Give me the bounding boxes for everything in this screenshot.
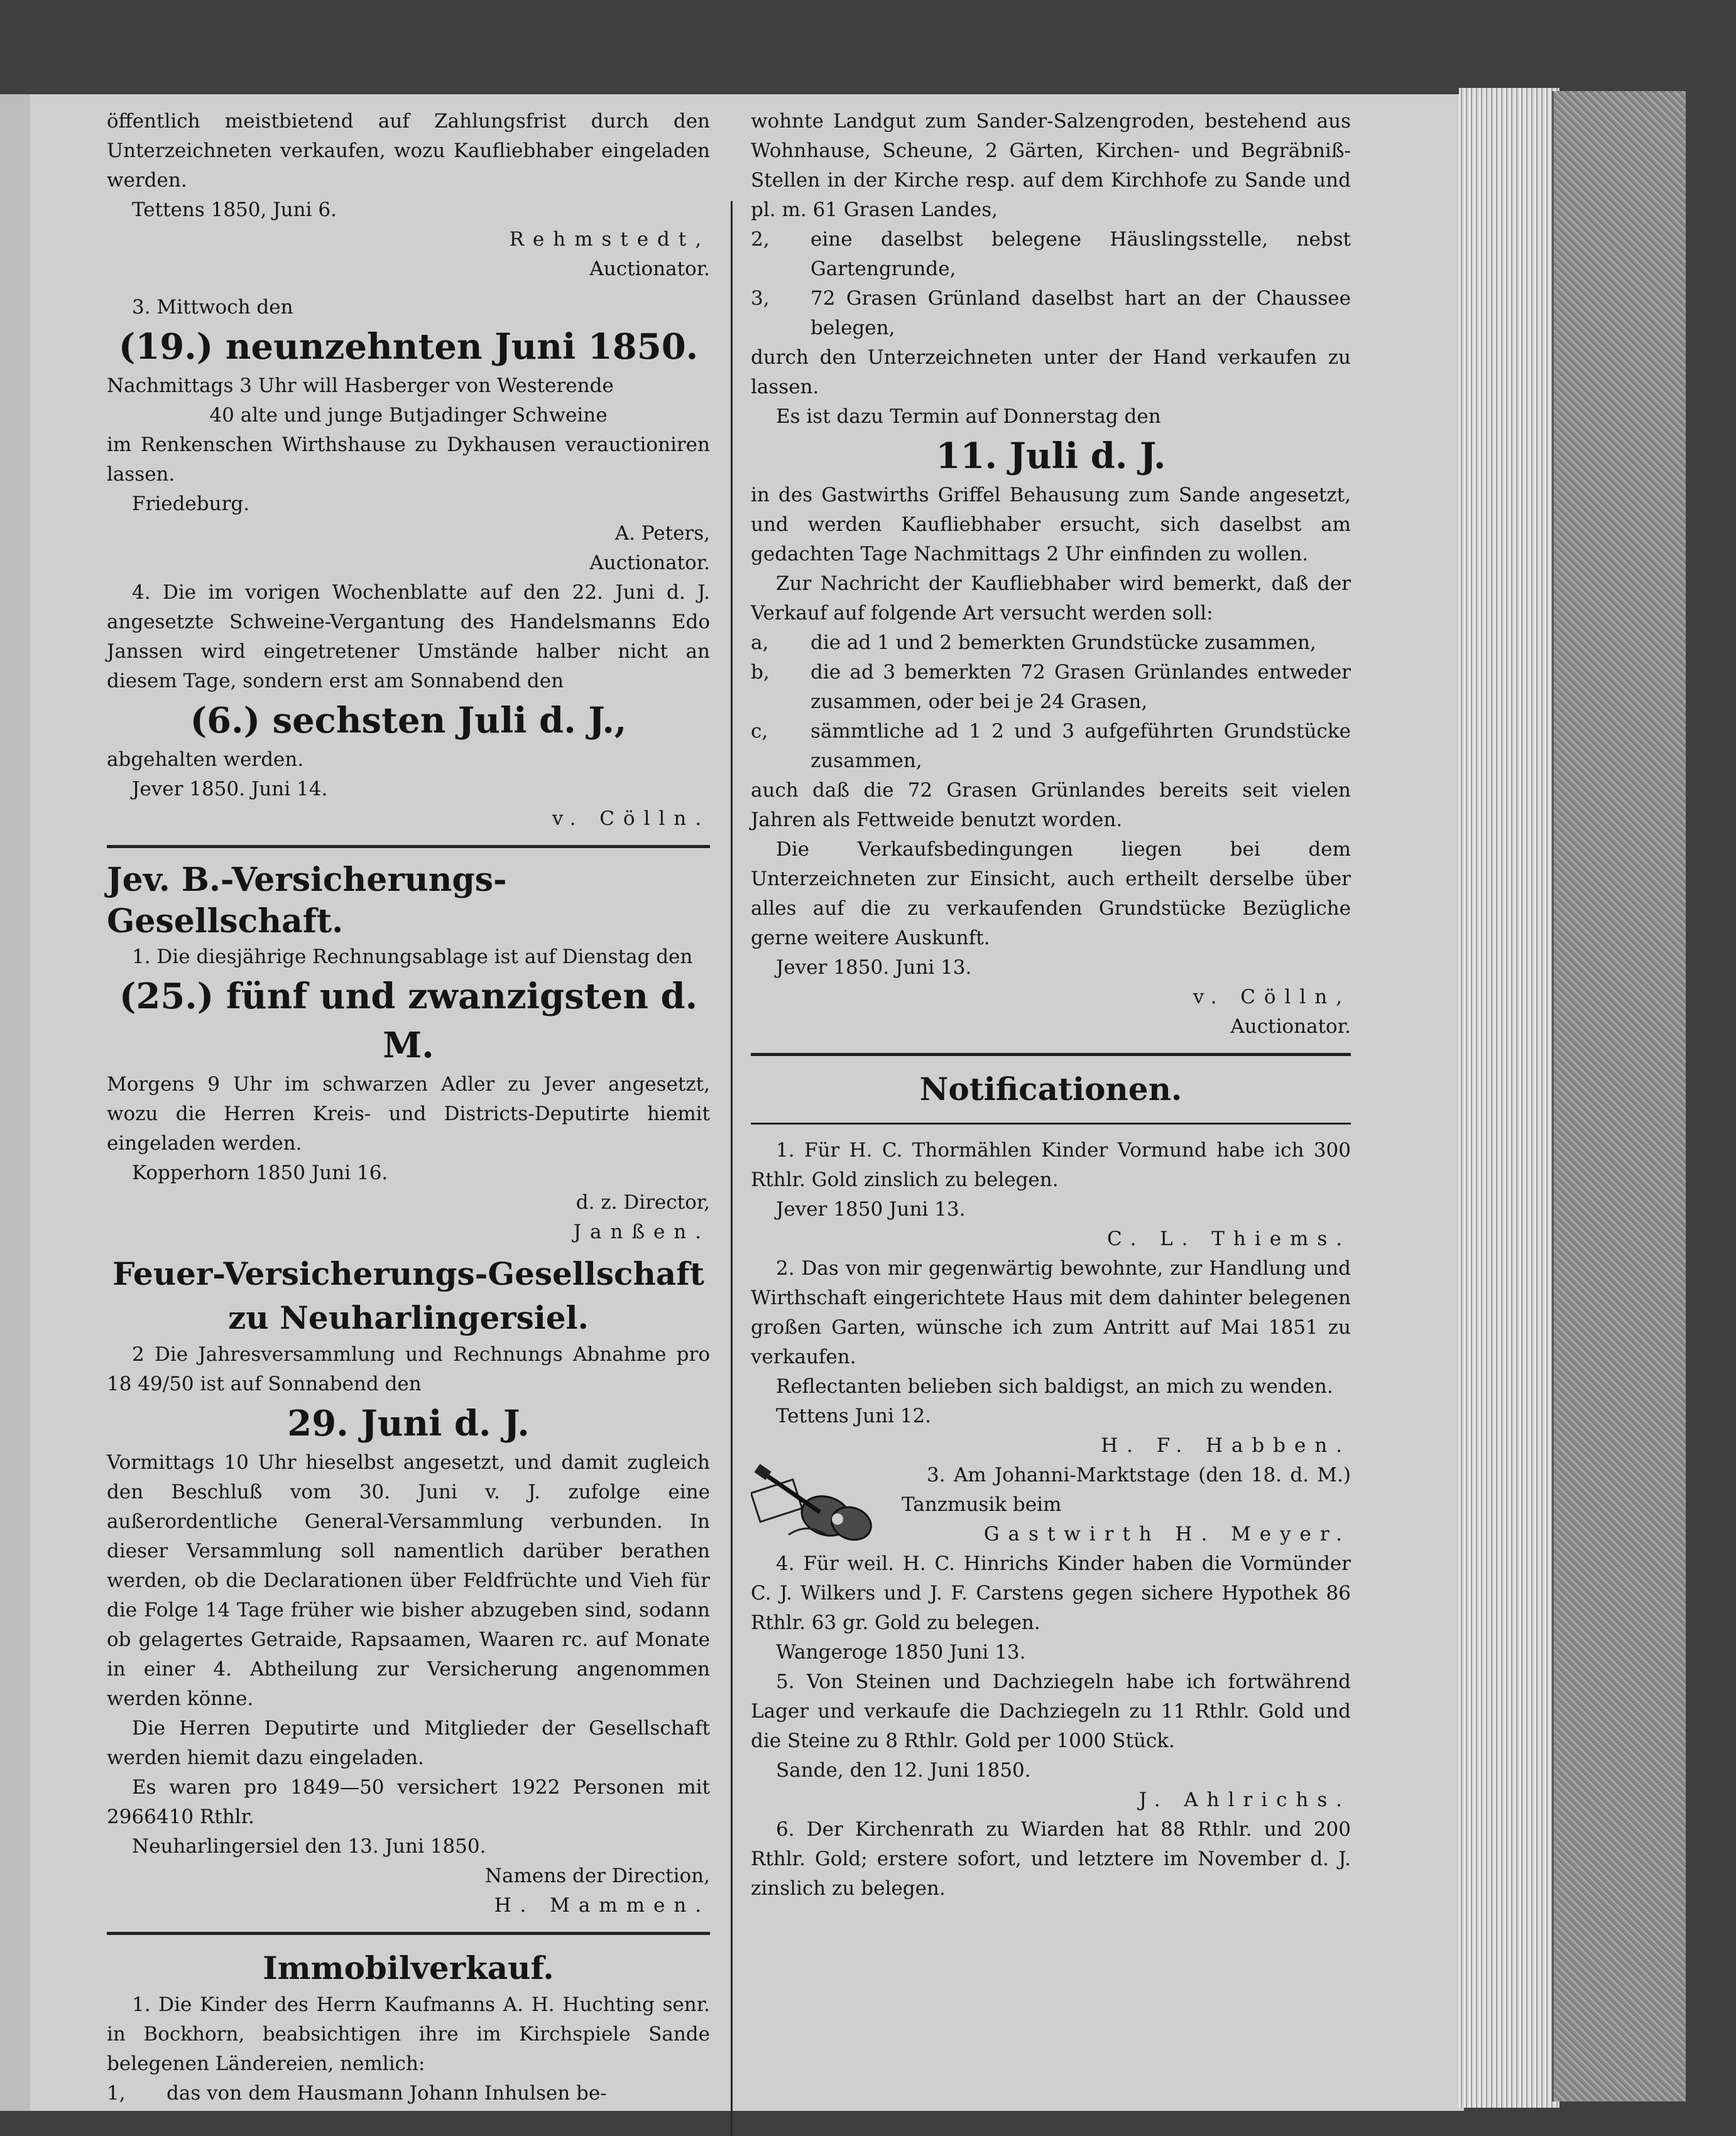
list-text: 72 Grasen Grünland daselbst hart an der Chaussee belegen, — [811, 287, 1351, 339]
section-text-5: Zur Nachricht der Kaufliebhaber wird bemerkt, daß der Verkauf auf folgende Art versucht werden soll: — [751, 572, 1351, 624]
left-column — [107, 107, 710, 2108]
dateline: Tettens Juni 12. — [776, 1405, 932, 1427]
signature-role: Auctionator. — [589, 552, 710, 574]
list-label: 1, — [107, 2082, 126, 2105]
right-column — [751, 107, 1351, 1904]
dateline: Tettens 1850, Juni 6. — [132, 199, 337, 221]
section-text: 2 Die Jahresversammlung und Rechnungs Abnahme pro 18 49/50 ist auf Sonnabend den — [107, 1343, 710, 1395]
list-item — [751, 225, 1351, 284]
signature-role: Namens der Direction, — [484, 1865, 710, 1887]
signature: H. Mammen. — [494, 1894, 710, 1917]
list-item — [751, 628, 1351, 658]
guitar-ornament-icon — [751, 1461, 895, 1549]
list-text: sämmtliche ad 1 2 und 3 aufgeführten Grundstücke zusammen, — [811, 720, 1351, 772]
list-label: a, — [751, 631, 769, 654]
section-text-3: Die Herren Deputirte und Mitglieder der Gesellschaft werden hiemit dazu eingeladen. — [107, 1717, 710, 1769]
dateline: Wangeroge 1850 Juni 13. — [776, 1641, 1026, 1664]
signature: A. Peters, — [614, 522, 710, 545]
signature: Gastwirth H. Meyer. — [983, 1523, 1351, 1545]
notice-text-2: Reflectanten belieben sich baldigst, an mich zu wenden. — [776, 1375, 1333, 1398]
notice-text: 6. Der Kirchenrath zu Wiarden hat 88 Rthlr. und 200 Rthlr. Gold; erstere sofort, und letztere im November d. J. zinslich zu belegen. — [751, 1818, 1351, 1900]
section-date: (25.) fünf und zwanzigsten d. M. — [119, 976, 698, 1066]
section-heading: Immobilverkauf. — [263, 1949, 554, 1986]
book-cover — [1552, 91, 1686, 2101]
notice-3-intro: 3. Mittwoch den — [132, 296, 293, 319]
list-text: das von dem Hausmann Johann Inhulsen be- — [167, 2082, 607, 2105]
signature: v. Cölln, — [1193, 986, 1351, 1008]
section-text-2: Vormittags 10 Uhr hieselbst angesetzt, und damit zugleich den Beschluß vom 30. Juni v. J. zufolge eine außerordentliche General-Versammlung verbunden. In dieser Versammlung soll namentlich darüber berathen werden, ob die Declarationen über Feldfrüchte und Vieh für die Folge 14 Tage früher wie bisher abzugeben sind, sodann ob gelagertes Getraide, Rapsaamen, Waaren rc. auf Monate in einer 4. Abtheilung zur Versicherung angenommen werden könne. — [107, 1451, 710, 1710]
signature: H. F. Habben. — [1101, 1434, 1351, 1457]
section-text-2: durch den Unterzeichneten unter der Hand verkaufen zu lassen. — [751, 346, 1351, 398]
section-text-7: Die Verkaufsbedingungen liegen bei dem Unterzeichneten zur Einsicht, auch ertheilt derselbe über alles auf die zu verkaufenden Grundstücke Bezügliche gerne weitere Auskunft. — [751, 838, 1351, 949]
facing-page-edge — [0, 94, 31, 2111]
list-item — [751, 717, 1351, 776]
section-text: 1. Die Kinder des Herrn Kaufmanns A. H. Huchting senr. in Bockhorn, beabsichtigen ihre im Kirchspiele Sande belegenen Ländereien, nemlich: — [107, 1993, 710, 2075]
signature: v. Cölln. — [552, 807, 710, 830]
heading-rule — [751, 1123, 1351, 1125]
notice-4-text-2: abgehalten werden. — [107, 748, 304, 771]
list-text: eine daselbst belegene Häuslingsstelle, nebst Gartengrunde, — [811, 228, 1351, 280]
signature-role: d. z. Director, — [576, 1191, 710, 1214]
section-heading: Jev. B.-Versicherungs-Gesellschaft. — [107, 861, 507, 940]
section-rule — [107, 845, 710, 848]
dateline: Jever 1850. Juni 13. — [776, 956, 972, 979]
section-rule — [107, 1932, 710, 1935]
dateline: Friedeburg. — [132, 493, 250, 515]
notice-text: 2. Das von mir gegenwärtig bewohnte, zur Handlung und Wirthschaft eingerichtete Haus mit dem dahinter belegenen großen Garten, wünsche ich zum Antritt auf Mai 1851 zu verkaufen. — [751, 1257, 1351, 1368]
section-date: 11. Juli d. J. — [936, 435, 1166, 477]
dateline: Jever 1850 Juni 13. — [776, 1198, 966, 1221]
signature: C. L. Thiems. — [1106, 1228, 1351, 1250]
list-label: 2, — [751, 228, 770, 251]
notice-text: 4. Für weil. H. C. Hinrichs Kinder haben die Vormünder C. J. Wilkers und J. F. Carstens gegen sichere Hypothek 86 Rthlr. 63 gr. Gold zu belegen. — [751, 1552, 1351, 1634]
notice-3-date: (19.) neunzehnten Juni 1850. — [118, 326, 699, 368]
column-divider — [731, 201, 733, 2136]
section-text-4: in des Gastwirths Griffel Behausung zum Sande angesetzt, und werden Kaufliebhaber ersucht, sich daselbst am gedachten Tage Nachmittags 2 Uhr einfinden zu wollen. — [751, 484, 1351, 565]
list-text: die ad 1 und 2 bemerkten Grundstücke zusammen, — [811, 631, 1316, 654]
signature: J. Ahlrichs. — [1138, 1789, 1351, 1811]
page-edges — [1459, 88, 1559, 2108]
notice-text: 5. Von Steinen und Dachziegeln habe ich fortwährend Lager und verkaufe die Dachziegeln zu 11 Rthlr. Gold und die Steine zu 8 Rthlr. Gold per 1000 Stück. — [751, 1670, 1351, 1752]
auction-text: öffentlich meistbietend auf Zahlungsfrist durch den Unterzeichneten verkaufen, wozu Kaufliebhaber eingeladen werden. — [107, 110, 710, 192]
section-heading: Feuer-Versicherungs-Gesellschaft — [112, 1255, 704, 1292]
list-label: b, — [751, 661, 770, 684]
section-text: 1. Die diesjährige Rechnungsablage ist auf Dienstag den — [132, 945, 693, 968]
notice-3-text-2: im Renkenschen Wirthshause zu Dykhausen verauctioniren lassen. — [107, 433, 710, 486]
notice-4-date: (6.) sechsten Juli d. J., — [190, 700, 627, 741]
list-item — [107, 2079, 710, 2108]
section-text-2: Morgens 9 Uhr im schwarzen Adler zu Jever angesetzt, wozu die Herren Kreis- und Districts-Deputirte hiemit eingeladen werden. — [107, 1073, 710, 1155]
notice-4-text: 4. Die im vorigen Wochenblatte auf den 22. Juni d. J. angesetzte Schweine-Vergantung des Handelsmanns Edo Janssen wird eingetretener Umstände halber nicht an diesem Tage, sondern erst am Sonnabend den — [107, 581, 710, 692]
section-rule — [751, 1053, 1351, 1056]
dateline: Neuharlingersiel den 13. Juni 1850. — [132, 1835, 486, 1858]
list-item — [751, 658, 1351, 717]
notice-text: 3. Am Johanni-Marktstage (den 18. d. M.) Tanzmusik beim — [902, 1464, 1351, 1516]
list-item — [751, 284, 1351, 343]
signature: Rehmstedt, — [509, 228, 710, 251]
notice-3-text: Nachmittags 3 Uhr will Hasberger von Westerende — [107, 374, 614, 397]
section-text-6: auch daß die 72 Grasen Grünlandes bereits seit vielen Jahren als Fettweide benutzt worden. — [751, 779, 1351, 831]
notice-with-ornament — [751, 1461, 1351, 1549]
list-label: c, — [751, 720, 768, 743]
signature-role: Auctionator. — [1230, 1015, 1351, 1038]
signature-role: Auctionator. — [589, 258, 710, 280]
section-date: 29. Juni d. J. — [287, 1403, 530, 1444]
list-label: 3, — [751, 287, 770, 310]
notice-text: 1. Für H. C. Thormählen Kinder Vormund habe ich 300 Rthlr. Gold zinslich zu belegen. — [751, 1139, 1351, 1191]
section-heading: Notificationen. — [919, 1071, 1182, 1108]
section-text-3: Es ist dazu Termin auf Donnerstag den — [776, 405, 1161, 428]
dateline: Sande, den 12. Juni 1850. — [776, 1759, 1031, 1782]
list-text: die ad 3 bemerkten 72 Grasen Grünlandes entweder zusammen, oder bei je 24 Grasen, — [811, 661, 1351, 713]
dateline: Jever 1850. Juni 14. — [132, 778, 328, 800]
signature: Janßen. — [573, 1221, 710, 1243]
section-text: wohnte Landgut zum Sander-Salzengroden, bestehend aus Wohnhause, Scheune, 2 Gärten, Kirchen- und Begräbniß-Stellen in der Kirche resp. auf dem Kirchhofe zu Sande und pl. m. 61 Grasen Landes, — [751, 110, 1351, 221]
dateline: Kopperhorn 1850 Juni 16. — [132, 1162, 388, 1184]
section-heading-2: zu Neuharlingersiel. — [228, 1299, 589, 1336]
notice-3-item: 40 alte und junge Butjadinger Schweine — [209, 404, 608, 427]
section-text-4: Es waren pro 1849—50 versichert 1922 Personen mit 2966410 Rthlr. — [107, 1776, 710, 1828]
